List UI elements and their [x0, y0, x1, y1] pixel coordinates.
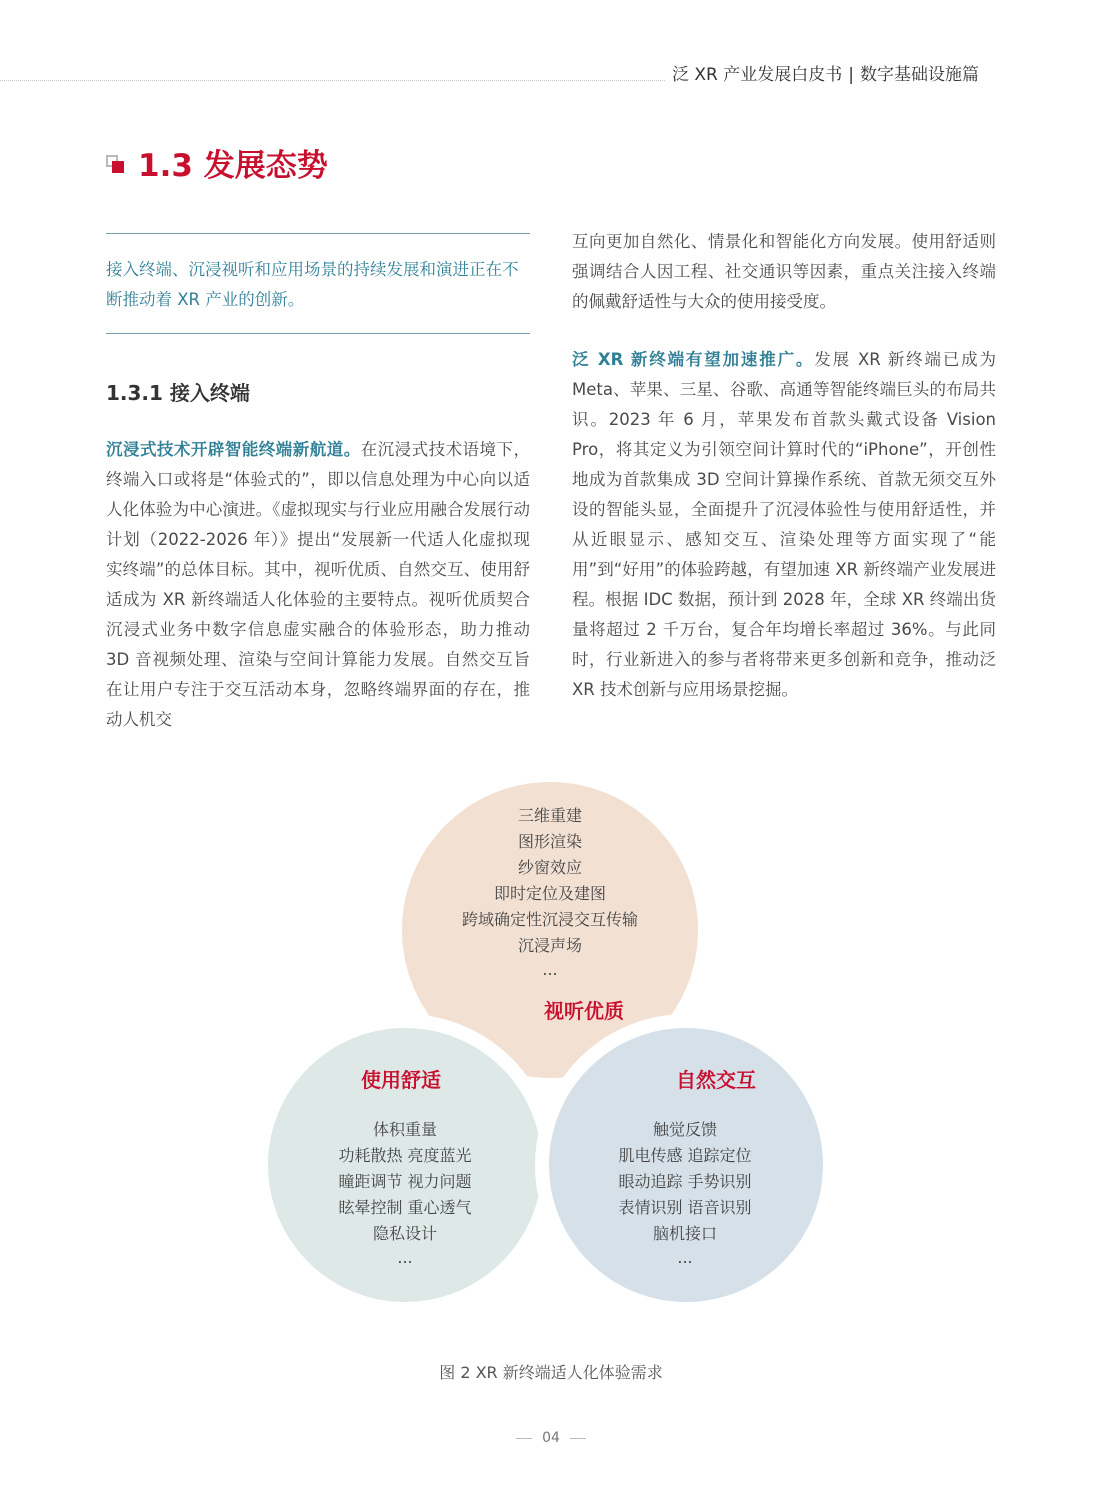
venn-left-item: 体积重量 — [372, 1120, 438, 1139]
venn-left-item: 功耗散热 亮度蓝光 — [338, 1146, 472, 1165]
header-separator: | — [848, 65, 854, 85]
running-header — [672, 60, 979, 85]
venn-top-item: 三维重建 — [517, 806, 583, 825]
paragraph-2-highlight: 泛 XR 新终端有望加速推广。 — [572, 350, 815, 369]
venn-right-item: 眼动追踪 手势识别 — [618, 1172, 752, 1191]
venn-right-item: 触觉反馈 — [652, 1120, 718, 1139]
experience-venn-diagram — [260, 775, 840, 1320]
venn-left-label: 使用舒适 — [361, 1068, 441, 1092]
venn-top-item: 跨域确定性沉浸交互传输 — [461, 910, 639, 929]
paragraph-1-body: 在沉浸式技术语境下，终端入口或将是“体验式的”，即以信息处理为中心向以适人化体验为中心演进。《虚拟现实与行业应用融合发展行动计划（2022-2026 年）》提出“发展新一代适人化虚拟现实终端”的总体目标。其中，视听优质、自然交互、使用舒适成为 XR 新终端适人化体验的主要特点。视听优质契合沉浸式业务中数字信息虚实融合的体验形态，助力推动 3D 音视频处理、渲染与空间计算能力发展。自然交互旨在让用户专注于交互活动本身，忽略终端界面的存在，推动人机交 — [106, 440, 531, 729]
header-rule — [0, 80, 665, 81]
paragraph-2-body: 发展 XR 新终端已成为 Meta、苹果、三星、谷歌、高通等智能终端巨头的布局共识。2023 年 6 月，苹果发布首款头戴式设备 Vision Pro，将其定义为引领空间计算时代的“iPhone”，开创性地成为首款集成 3D 空间计算操作系统、首款无须交互外设的智能头显，全面提升了沉浸体验性与使用舒适性，并从近眼显示、感知交互、渲染处理等方面实现了“能用”到“好用”的体验跨越，有望加速 XR 新终端产业发展进程。根据 IDC 数据，预计到 2028 年，全球 XR 终端出货量将超过 2 千万台，复合年均增长率超过 36%。与此同时，行业新进入的参与者将带来更多创新和竞争，推动泛 XR 技术创新与应用场景挖掘。 — [572, 350, 996, 699]
venn-right-item: 表情识别 语音识别 — [618, 1198, 752, 1217]
figure-caption: 图 2 XR 新终端适人化体验需求 — [439, 1363, 663, 1382]
header-title: 泛 XR 产业发展白皮书 — [672, 65, 843, 85]
paragraph-1-highlight: 沉浸式技术开辟智能终端新航道。 — [106, 440, 361, 459]
section-title: 1.3 发展态势 — [138, 148, 328, 184]
page-number — [0, 1430, 1102, 1446]
venn-left-item: ... — [397, 1248, 413, 1267]
venn-right-item: ... — [677, 1248, 693, 1267]
venn-left-item: 眩晕控制 重心透气 — [338, 1198, 472, 1217]
lead-text: 接入终端、沉浸视听和应用场景的持续发展和演进正在不断推动着 XR 产业的创新。 — [106, 260, 519, 309]
venn-right-item: 肌电传感 追踪定位 — [618, 1146, 752, 1165]
venn-top-label: 视听优质 — [544, 999, 624, 1023]
venn-top-item: 即时定位及建图 — [493, 884, 607, 903]
section-marker-icon — [106, 155, 124, 173]
venn-top-item: 图形渲染 — [517, 832, 583, 851]
venn-right-label: 自然交互 — [676, 1068, 756, 1092]
venn-top-item: 纱窗效应 — [517, 858, 583, 877]
venn-top-item: ... — [542, 960, 558, 979]
paragraph-1 — [106, 435, 530, 735]
venn-left-item: 瞳距调节 视力问题 — [338, 1172, 472, 1191]
header-section: 数字基础设施篇 — [860, 65, 979, 85]
venn-left-item: 隐私设计 — [372, 1224, 438, 1243]
paragraph-1-continued: 互向更加自然化、情景化和智能化方向发展。使用舒适则强调结合人因工程、社交通识等因素，重点关注接入终端的佩戴舒适性与大众的使用接受度。 — [572, 232, 996, 311]
venn-top-item: 沉浸声场 — [517, 936, 583, 955]
page-number-value: 04 — [542, 1430, 560, 1446]
paragraph-2 — [572, 345, 996, 705]
lead-top-rule — [106, 233, 530, 234]
subsection-title: 1.3.1 接入终端 — [106, 381, 250, 405]
lead-bottom-rule — [106, 333, 530, 334]
venn-right-item: 脑机接口 — [652, 1224, 718, 1243]
